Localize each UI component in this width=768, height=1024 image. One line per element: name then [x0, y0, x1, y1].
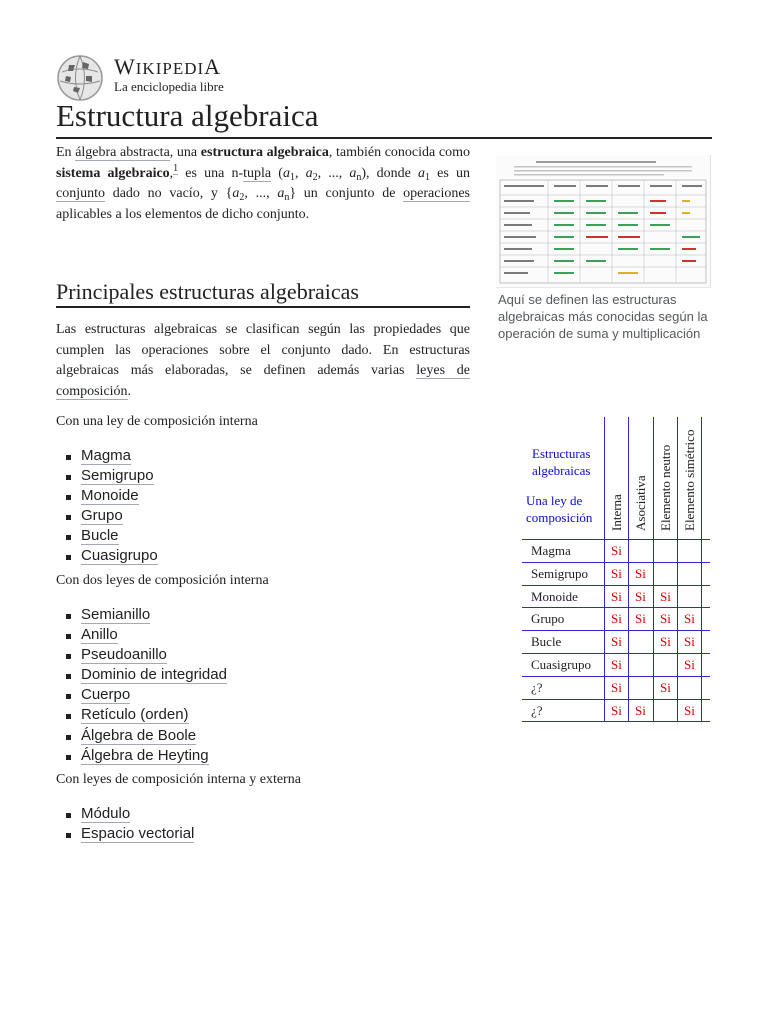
structure-list-interna-externa [56, 804, 194, 844]
list-item [56, 625, 227, 645]
properties-table [522, 417, 710, 722]
term-sistema-algebraico: sistema algebraico [56, 165, 170, 181]
link-reticulo[interactable]: Retículo (orden) [81, 706, 189, 724]
group-label-interna-externa: Con leyes de composición interna y externa [56, 772, 301, 787]
table-header-una-ley: Una ley de composición [526, 493, 593, 525]
link-algebra-abstracta[interactable]: álgebra abstracta [75, 145, 170, 160]
table-cell-si: Si [611, 634, 622, 650]
link-cuerpo[interactable]: Cuerpo [81, 686, 131, 704]
table-row-name: Bucle [531, 634, 562, 650]
link-leyes-de-composicion[interactable]: leyes de composición [56, 363, 471, 399]
list-item [56, 665, 227, 685]
list-item [56, 705, 227, 725]
link-conjunto[interactable]: conjunto [56, 186, 105, 201]
list-item [56, 446, 158, 466]
reference-link[interactable]: 1 [173, 162, 179, 174]
link-grupo[interactable]: Grupo [81, 507, 123, 525]
section-heading: Principales estructuras algebraicas [56, 279, 359, 304]
table-cell-si: Si [635, 588, 646, 604]
link-tupla[interactable]: tupla [243, 165, 272, 181]
list-item [56, 804, 194, 824]
structure-list-dos-leyes [56, 605, 227, 766]
column-header-elemento-neutro: Elemento neutro [658, 444, 673, 531]
title-divider [56, 137, 712, 139]
list-item [56, 506, 158, 526]
link-monoide[interactable]: Monoide [81, 487, 139, 505]
table-hline [522, 539, 710, 540]
list-item [56, 746, 227, 766]
link-dominio-de-integridad[interactable]: Dominio de integridad [81, 666, 227, 684]
intro-paragraph: En álgebra abstracta, una estructura algebraica, también conocida como sistema algebraico,$^1$ es una n-tupla ($a_1$, $a_2$, ..., $a_n$), donde $a_1$ es un conjunto dado no vacío, y {$a_2$, ..., $a_n$} un conjunto de operaciones aplicables a los elementos de dicho conjunto. [56, 145, 470, 222]
group-label-dos-leyes: Con dos leyes de composición interna [56, 573, 269, 588]
table-row-name: ¿? [531, 702, 543, 718]
wikipedia-wordmark[interactable]: WIKIPEDIA [114, 54, 222, 79]
list-item [56, 685, 227, 705]
table-cell-si: Si [611, 679, 622, 695]
list-item [56, 605, 227, 625]
table-hline [522, 562, 710, 563]
table-row-name: Monoide [531, 588, 578, 604]
table-cell-si: Si [684, 611, 695, 627]
table-cell-si: Si [611, 543, 622, 558]
figure-caption: Aquí se definen las estructuras algebraicas más conocidas según la operación de suma y multiplicación [498, 292, 708, 341]
link-algebra-de-heyting[interactable]: Álgebra de Heyting [81, 746, 209, 764]
link-pseudoanillo[interactable]: Pseudoanillo [81, 646, 167, 664]
wikipedia-globe-logo[interactable] [56, 54, 104, 102]
column-header-asociativa: Asociativa [633, 475, 648, 531]
column-header-interna: Interna [609, 494, 624, 531]
table-cell-si: Si [660, 679, 671, 695]
section-divider [56, 306, 470, 308]
table-cell-si: Si [635, 565, 646, 581]
table-hline [522, 721, 710, 722]
table-row-name: Cuasigrupo [531, 657, 591, 672]
table-hline [522, 653, 710, 654]
algebraic-structures-table-image[interactable] [496, 155, 711, 288]
list-item [56, 546, 158, 566]
table-cell-si: Si [660, 588, 671, 604]
table-cell-si: Si [611, 611, 622, 627]
link-semigrupo[interactable]: Semigrupo [81, 467, 154, 485]
table-hline [522, 699, 710, 700]
column-header-elemento-simetrico: Elemento simétrico [682, 429, 697, 531]
table-row-name: Grupo [531, 611, 565, 627]
wikipedia-tagline: La enciclopedia libre [114, 79, 224, 94]
table-cell-si: Si [660, 611, 671, 627]
link-espacio-vectorial[interactable]: Espacio vectorial [81, 825, 195, 843]
link-semianillo[interactable]: Semianillo [81, 606, 151, 623]
table-cell-si: Si [684, 702, 695, 718]
table-row-name: Semigrupo [531, 565, 589, 581]
list-item [56, 486, 158, 506]
link-anillo[interactable]: Anillo [81, 626, 118, 644]
table-row-name: ¿? [531, 679, 543, 695]
section-paragraph: Las estructuras algebraicas se clasifican según las propiedades que cumplen las operaciones sobre el conjunto dado. En estructuras algebraicas más elaboradas, se definen además varias leyes de composición. [56, 322, 471, 399]
table-cell-si: Si [660, 634, 671, 650]
link-algebra-de-boole[interactable]: Álgebra de Boole [81, 726, 197, 744]
list-item [56, 824, 194, 844]
table-hline [522, 607, 710, 608]
page-title: Estructura algebraica [56, 98, 319, 133]
table-cell-si: Si [684, 657, 695, 672]
term-estructura-algebraica: estructura algebraica [200, 145, 329, 160]
list-item [56, 526, 158, 546]
link-magma[interactable]: Magma [81, 447, 132, 464]
structure-list-una-ley [56, 446, 158, 567]
list-item [56, 645, 227, 665]
table-cell-si: Si [611, 588, 622, 604]
link-modulo[interactable]: Módulo [81, 805, 131, 822]
table-cell-si: Si [635, 702, 646, 718]
table-cell-si: Si [684, 634, 695, 650]
table-hline [522, 676, 710, 677]
table-cell-si: Si [635, 611, 646, 627]
table-hline [522, 585, 710, 586]
link-operaciones[interactable]: operaciones [403, 186, 470, 201]
table-cell-si: Si [611, 657, 622, 672]
table-hline [522, 630, 710, 631]
list-item [56, 726, 227, 746]
link-cuasigrupo[interactable]: Cuasigrupo [81, 547, 158, 565]
table-row-name: Magma [531, 543, 571, 558]
table-cell-si: Si [611, 702, 622, 718]
table-header-estructuras: Estructuras algebraicas [532, 446, 591, 478]
list-item [56, 466, 158, 486]
table-cell-si: Si [611, 565, 622, 581]
link-bucle[interactable]: Bucle [81, 527, 119, 545]
group-label-una-ley: Con una ley de composición interna [56, 414, 258, 429]
